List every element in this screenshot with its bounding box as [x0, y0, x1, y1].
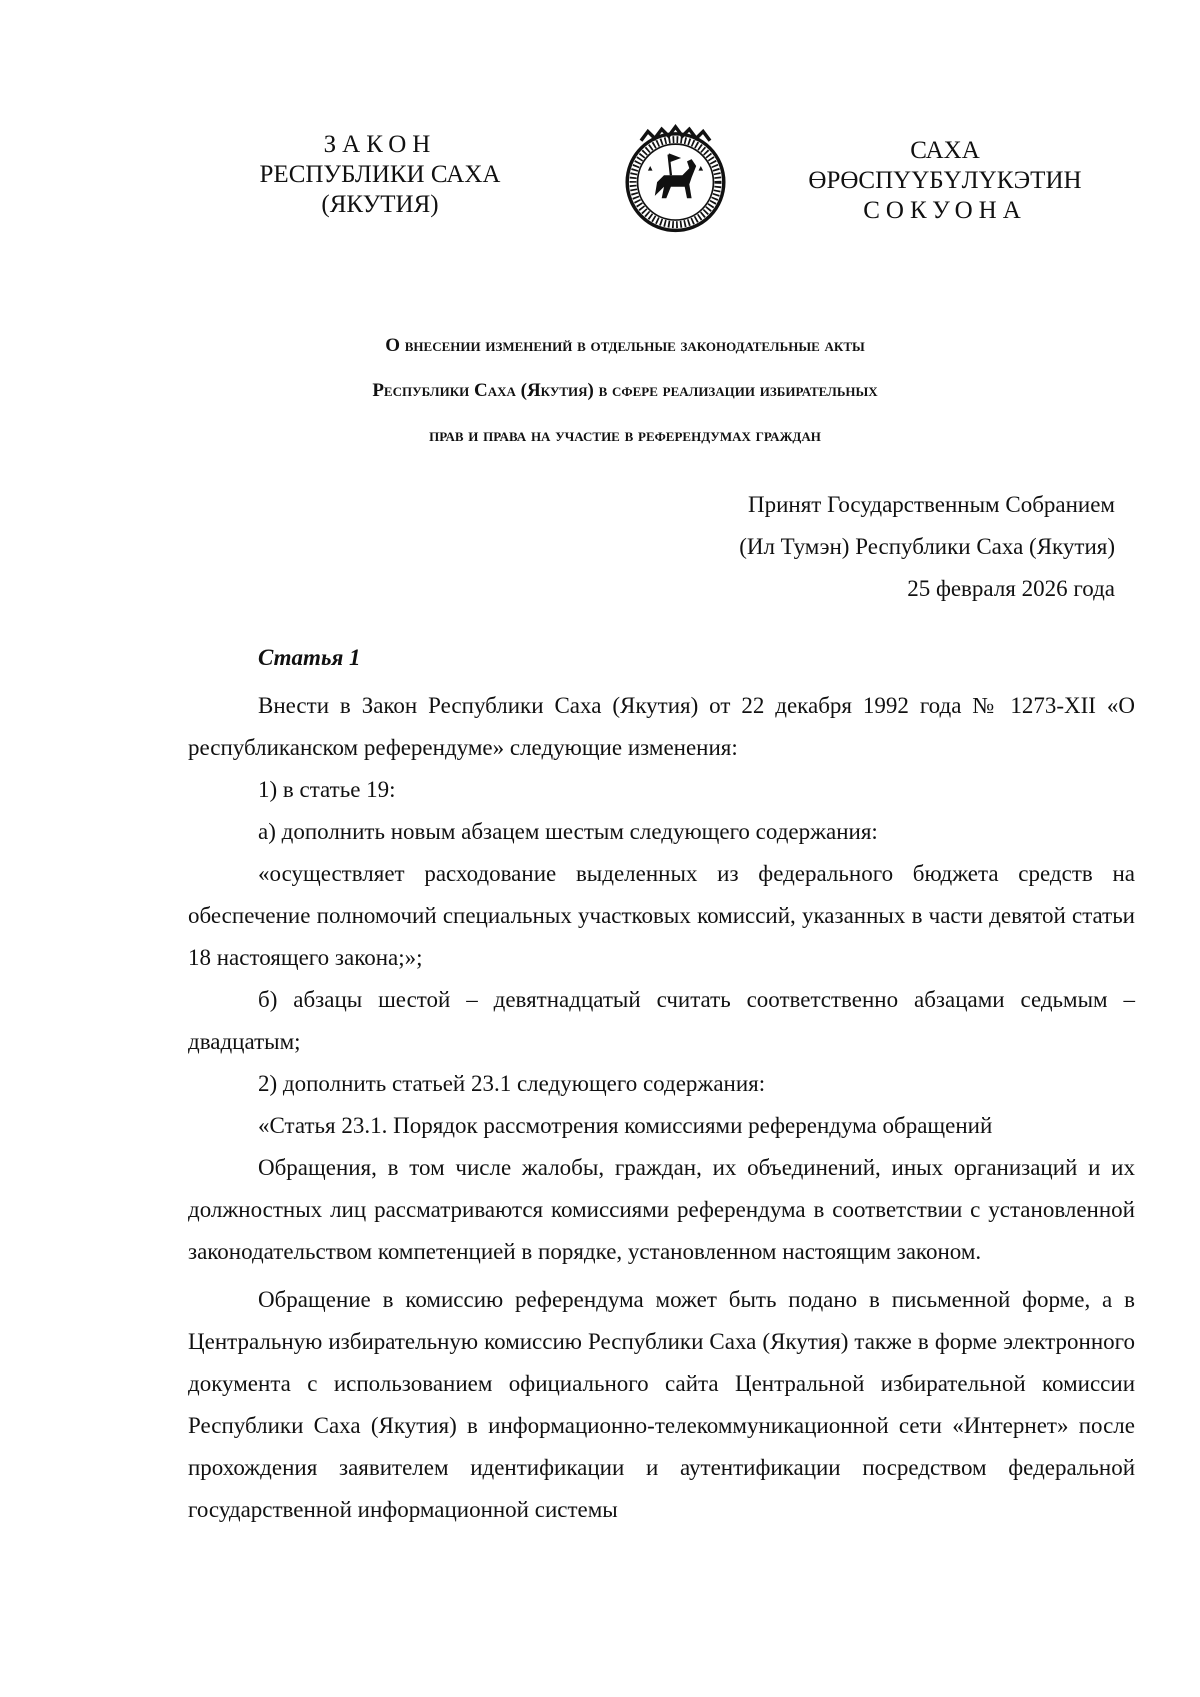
paragraph: 1) в статье 19: [258, 777, 396, 802]
republic-name-yakut: САХА ӨРӨСПҮҮБҮЛҮКЭТИН [808, 137, 1082, 194]
law-header-russian [200, 130, 560, 220]
paragraph: Обращения, в том числе жалобы, граждан, их объединений, иных организаций и их должностных лиц рассматриваются комиссиями референдума в соответствии с установленной законодательством компетенцией в порядке, установленном настоящим законом. [188, 1155, 1135, 1264]
title-line-2: Республики Саха (Якутия) в сфере реализации избирательных [372, 380, 878, 401]
article-body [188, 685, 1135, 1531]
law-header-yakut [775, 136, 1115, 226]
title-line-3: прав и права на участие в референдумах граждан [429, 425, 821, 446]
paragraph: а) дополнить новым абзацем шестым следующего содержания: [258, 819, 878, 844]
paragraph: б) абзацы шестой – девятнадцатый считать соответственно абзацами седьмым – двадцатым; [188, 987, 1135, 1054]
paragraph: Внести в Закон Республики Саха (Якутия) от 22 декабря 1992 года № 1273-XII «О республиканском референдуме» следующие изменения: [188, 693, 1135, 760]
paragraph: «Статья 23.1. Порядок рассмотрения комиссиями референдума обращений [258, 1113, 993, 1138]
adoption-note [739, 484, 1115, 610]
adoption-date: 25 февраля 2026 года [907, 576, 1115, 601]
adoption-line-2: (Ил Тумэн) Республики Саха (Якутия) [739, 534, 1115, 559]
republic-name: РЕСПУБЛИКИ САХА (ЯКУТИЯ) [259, 161, 501, 218]
document-title [230, 323, 1020, 458]
coat-of-arms-emblem [618, 120, 733, 235]
paragraph: 2) дополнить статьей 23.1 следующего содержания: [258, 1071, 766, 1096]
adoption-line-1: Принят Государственным Собранием [747, 492, 1115, 517]
article-heading: Статья 1 [258, 645, 361, 670]
paragraph: Обращение в комиссию референдума может быть подано в письменной форме, а в Центральную избирательную комиссию Республики Саха (Якутия) также в форме электронного документа с использованием официального сайта Центральной избирательной комиссии Республики Саха (Якутия) в информационно-телекоммуникационной сети «Интернет» после прохождения заявителем идентификации и аутентификации посредством федеральной государственной информационной системы [188, 1287, 1135, 1522]
law-label-yakut: СОКУОНА [863, 197, 1027, 224]
paragraph: «осуществляет расходование выделенных из федерального бюджета средств на обеспечение полномочий специальных участковых комиссий, указанных в части девятой статьи 18 настоящего закона;»; [188, 861, 1135, 970]
title-line-1: О внесении изменений в отдельные законодательные акты [385, 335, 865, 356]
law-label: ЗАКОН [323, 131, 437, 158]
